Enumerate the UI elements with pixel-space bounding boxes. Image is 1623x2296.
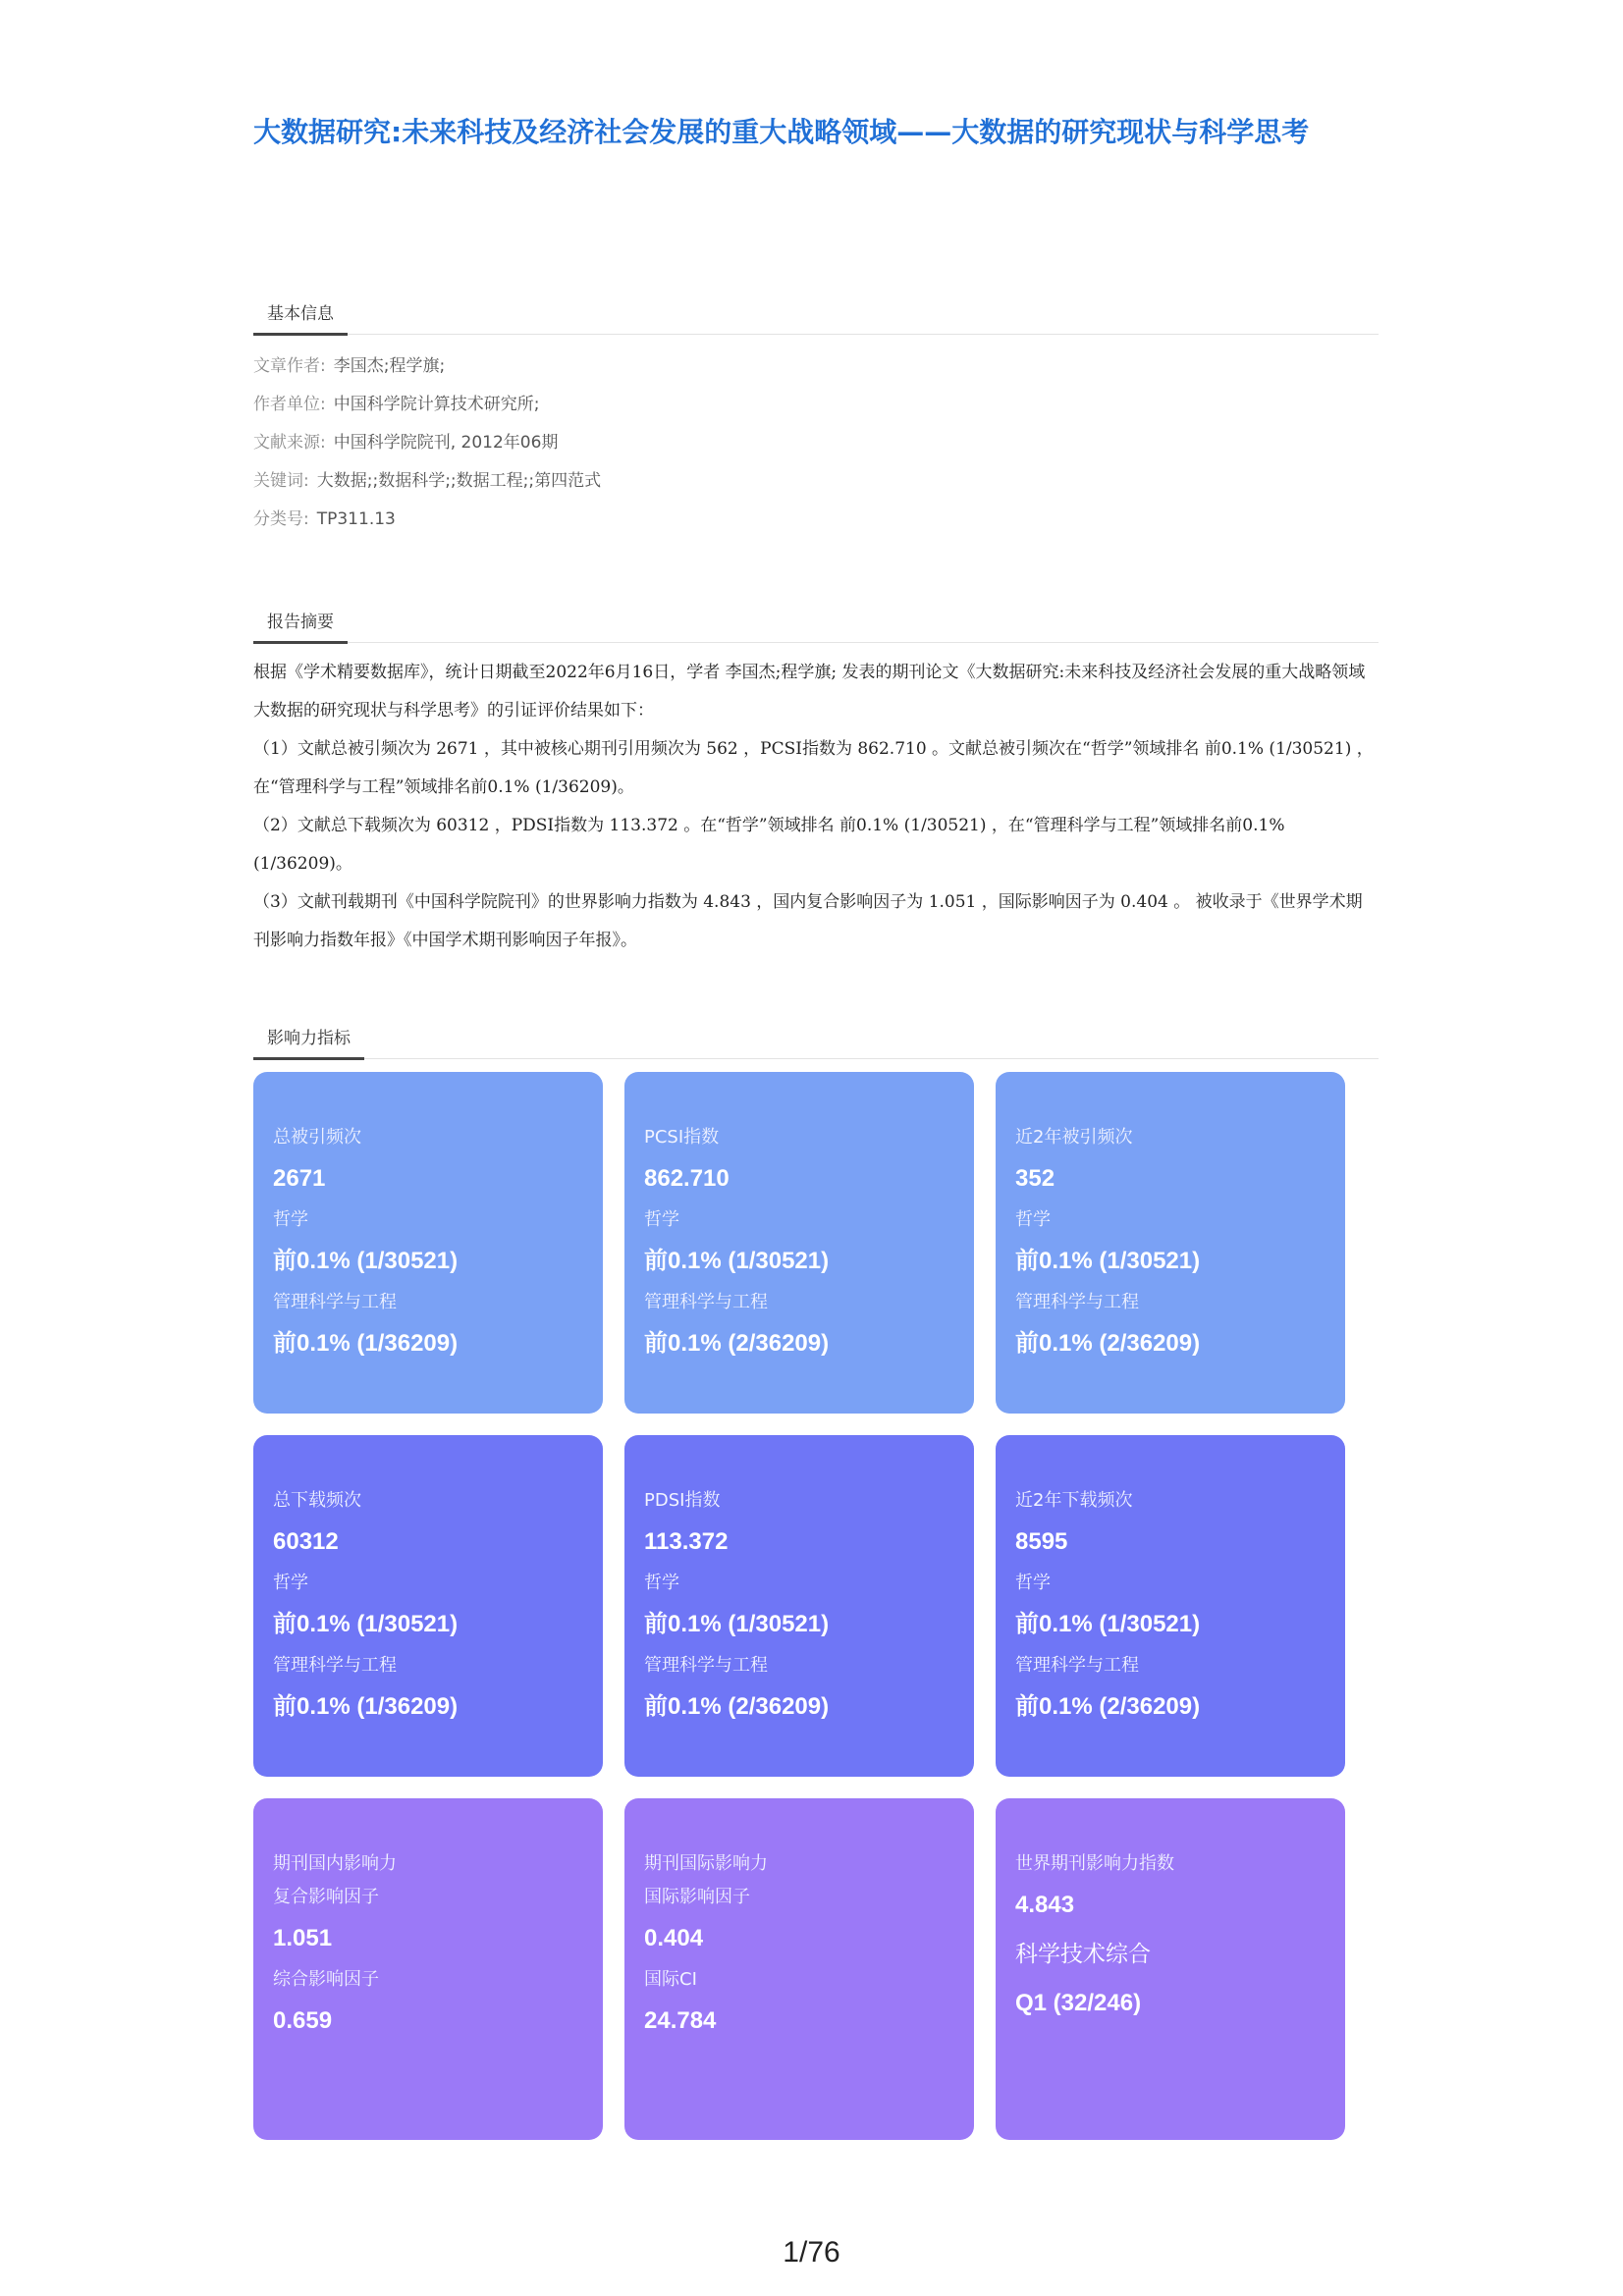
metric-value: 1.051 <box>273 1925 333 1951</box>
metric-label: 管理科学与工程 <box>1015 1292 1139 1312</box>
metric-value: 前0.1% (1/30521) <box>1015 1248 1201 1274</box>
metric-value: 0.659 <box>273 2007 333 2034</box>
metric-card <box>253 1798 603 2140</box>
metric-value: 4.843 <box>1015 1892 1075 1918</box>
metric-label: PDSI指数 <box>644 1490 721 1511</box>
info-value: 大数据;;数据科学;;数据工程;;第四范式 <box>316 471 602 491</box>
metric-value: 24.784 <box>644 2007 717 2034</box>
info-label: 文章作者: <box>253 356 326 376</box>
metric-value: 前0.1% (1/30521) <box>644 1248 830 1274</box>
metric-label: 期刊国际影响力 <box>644 1853 768 1874</box>
info-label: 作者单位: <box>253 395 326 414</box>
metric-label: 世界期刊影响力指数 <box>1015 1853 1174 1874</box>
metric-value: 前0.1% (2/36209) <box>644 1330 830 1357</box>
metric-value: 862.710 <box>644 1165 730 1192</box>
info-affiliation <box>253 390 601 428</box>
info-value: 中国科学院计算技术研究所; <box>333 395 540 414</box>
metric-label: 哲学 <box>1015 1209 1051 1230</box>
metric-label: 哲学 <box>273 1209 308 1230</box>
metric-label: PCSI指数 <box>644 1127 720 1148</box>
info-value: TP311.13 <box>316 509 396 529</box>
section-title: 报告摘要 <box>253 610 348 644</box>
info-classification <box>253 505 601 543</box>
metric-label: 管理科学与工程 <box>273 1655 397 1676</box>
metric-label: 管理科学与工程 <box>273 1292 397 1312</box>
metric-label: 国际CI <box>644 1969 697 1990</box>
metric-label: 复合影响因子 <box>273 1887 379 1907</box>
metric-label: 管理科学与工程 <box>1015 1655 1139 1676</box>
metric-value: 前0.1% (2/36209) <box>1015 1693 1201 1720</box>
metric-value: 0.404 <box>644 1925 704 1951</box>
info-source <box>253 428 601 466</box>
metric-value: 前0.1% (1/30521) <box>1015 1611 1201 1637</box>
metric-value: 8595 <box>1015 1528 1068 1555</box>
metric-label: 综合影响因子 <box>273 1969 379 1990</box>
metric-value: 前0.1% (1/36209) <box>273 1693 459 1720</box>
summary-paragraph: （2）文献总下载频次为 60312 ，PDSI指数为 113.372 。在“哲学”领域排名 前0.1% (1/30521) ，在“管理科学与工程”领域排名前0.1% (1/36209)。 <box>253 816 1285 874</box>
section-report-summary <box>253 609 1379 643</box>
metric-value: 前0.1% (1/30521) <box>273 1248 459 1274</box>
metric-label: 国际影响因子 <box>644 1887 750 1907</box>
info-keywords <box>253 466 601 505</box>
summary-paragraph: （1）文献总被引频次为 2671 ，其中被核心期刊引用频次为 562 ，PCSI指数为 862.710 。文献总被引频次在“哲学”领域排名 前0.1% (1/30521) ，在“管理科学与工程”领域排名前0.1% (1/36209)。 <box>253 739 1374 797</box>
metric-value: 科学技术综合 <box>1015 1942 1151 1967</box>
info-label: 关键词: <box>253 471 309 491</box>
metric-label: 哲学 <box>644 1209 679 1230</box>
metric-label: 期刊国内影响力 <box>273 1853 397 1874</box>
section-title: 基本信息 <box>253 301 348 336</box>
section-title: 影响力指标 <box>253 1026 364 1060</box>
metric-label: 管理科学与工程 <box>644 1292 768 1312</box>
metric-value: 60312 <box>273 1528 339 1555</box>
page-number: 1/76 <box>783 2236 840 2269</box>
metric-label: 总下载频次 <box>273 1490 361 1511</box>
metric-value: Q1 (32/246) <box>1015 1990 1142 2016</box>
metric-label: 总被引频次 <box>273 1127 361 1148</box>
metric-value: 113.372 <box>644 1528 729 1555</box>
summary-paragraph: 根据《学术精要数据库》，统计日期截至2022年6月16日，学者 李国杰;程学旗; 发表的期刊论文《大数据研究:未来科技及经济社会发展的重大战略领域 大数据的研究现状与科学思考》的引证评价结果如下： <box>253 663 1399 721</box>
metric-card <box>996 1435 1345 1777</box>
metric-label: 哲学 <box>273 1573 308 1593</box>
metric-card <box>624 1072 974 1414</box>
metric-label: 哲学 <box>644 1573 679 1593</box>
metric-value: 352 <box>1015 1165 1055 1192</box>
info-label: 分类号: <box>253 509 309 529</box>
metric-value: 前0.1% (2/36209) <box>644 1693 830 1720</box>
info-author <box>253 351 601 390</box>
metric-label: 近2年下载频次 <box>1015 1490 1133 1511</box>
basic-info-list <box>253 351 601 543</box>
summary-paragraph: （3）文献刊载期刊《中国科学院院刊》的世界影响力指数为 4.843 ，国内复合影响因子为 1.051 ，国际影响因子为 0.404 。 被收录于《世界学术期刊影响力指数年报》《中国学术期刊影响因子年报》。 <box>253 892 1363 950</box>
info-label: 文献来源: <box>253 433 326 453</box>
metric-card <box>996 1072 1345 1414</box>
metric-label: 近2年被引频次 <box>1015 1127 1133 1148</box>
metric-value: 前0.1% (1/36209) <box>273 1330 459 1357</box>
info-value: 李国杰;程学旗; <box>333 356 446 376</box>
metric-value: 前0.1% (2/36209) <box>1015 1330 1201 1357</box>
metric-label: 哲学 <box>1015 1573 1051 1593</box>
section-impact <box>253 1025 1379 1059</box>
metric-card <box>624 1435 974 1777</box>
metric-card <box>624 1798 974 2140</box>
info-value: 中国科学院院刊, 2012年06期 <box>333 433 559 453</box>
metric-label: 管理科学与工程 <box>644 1655 768 1676</box>
section-basic-info <box>253 300 1379 335</box>
metric-card <box>253 1435 603 1777</box>
metric-card <box>253 1072 603 1414</box>
metric-value: 前0.1% (1/30521) <box>644 1611 830 1637</box>
document-title: 大数据研究:未来科技及经济社会发展的重大战略领域——大数据的研究现状与科学思考 <box>253 116 1310 148</box>
metric-card <box>996 1798 1345 2140</box>
metric-value: 2671 <box>273 1165 326 1192</box>
metric-value: 前0.1% (1/30521) <box>273 1611 459 1637</box>
report-summary <box>253 654 1399 960</box>
